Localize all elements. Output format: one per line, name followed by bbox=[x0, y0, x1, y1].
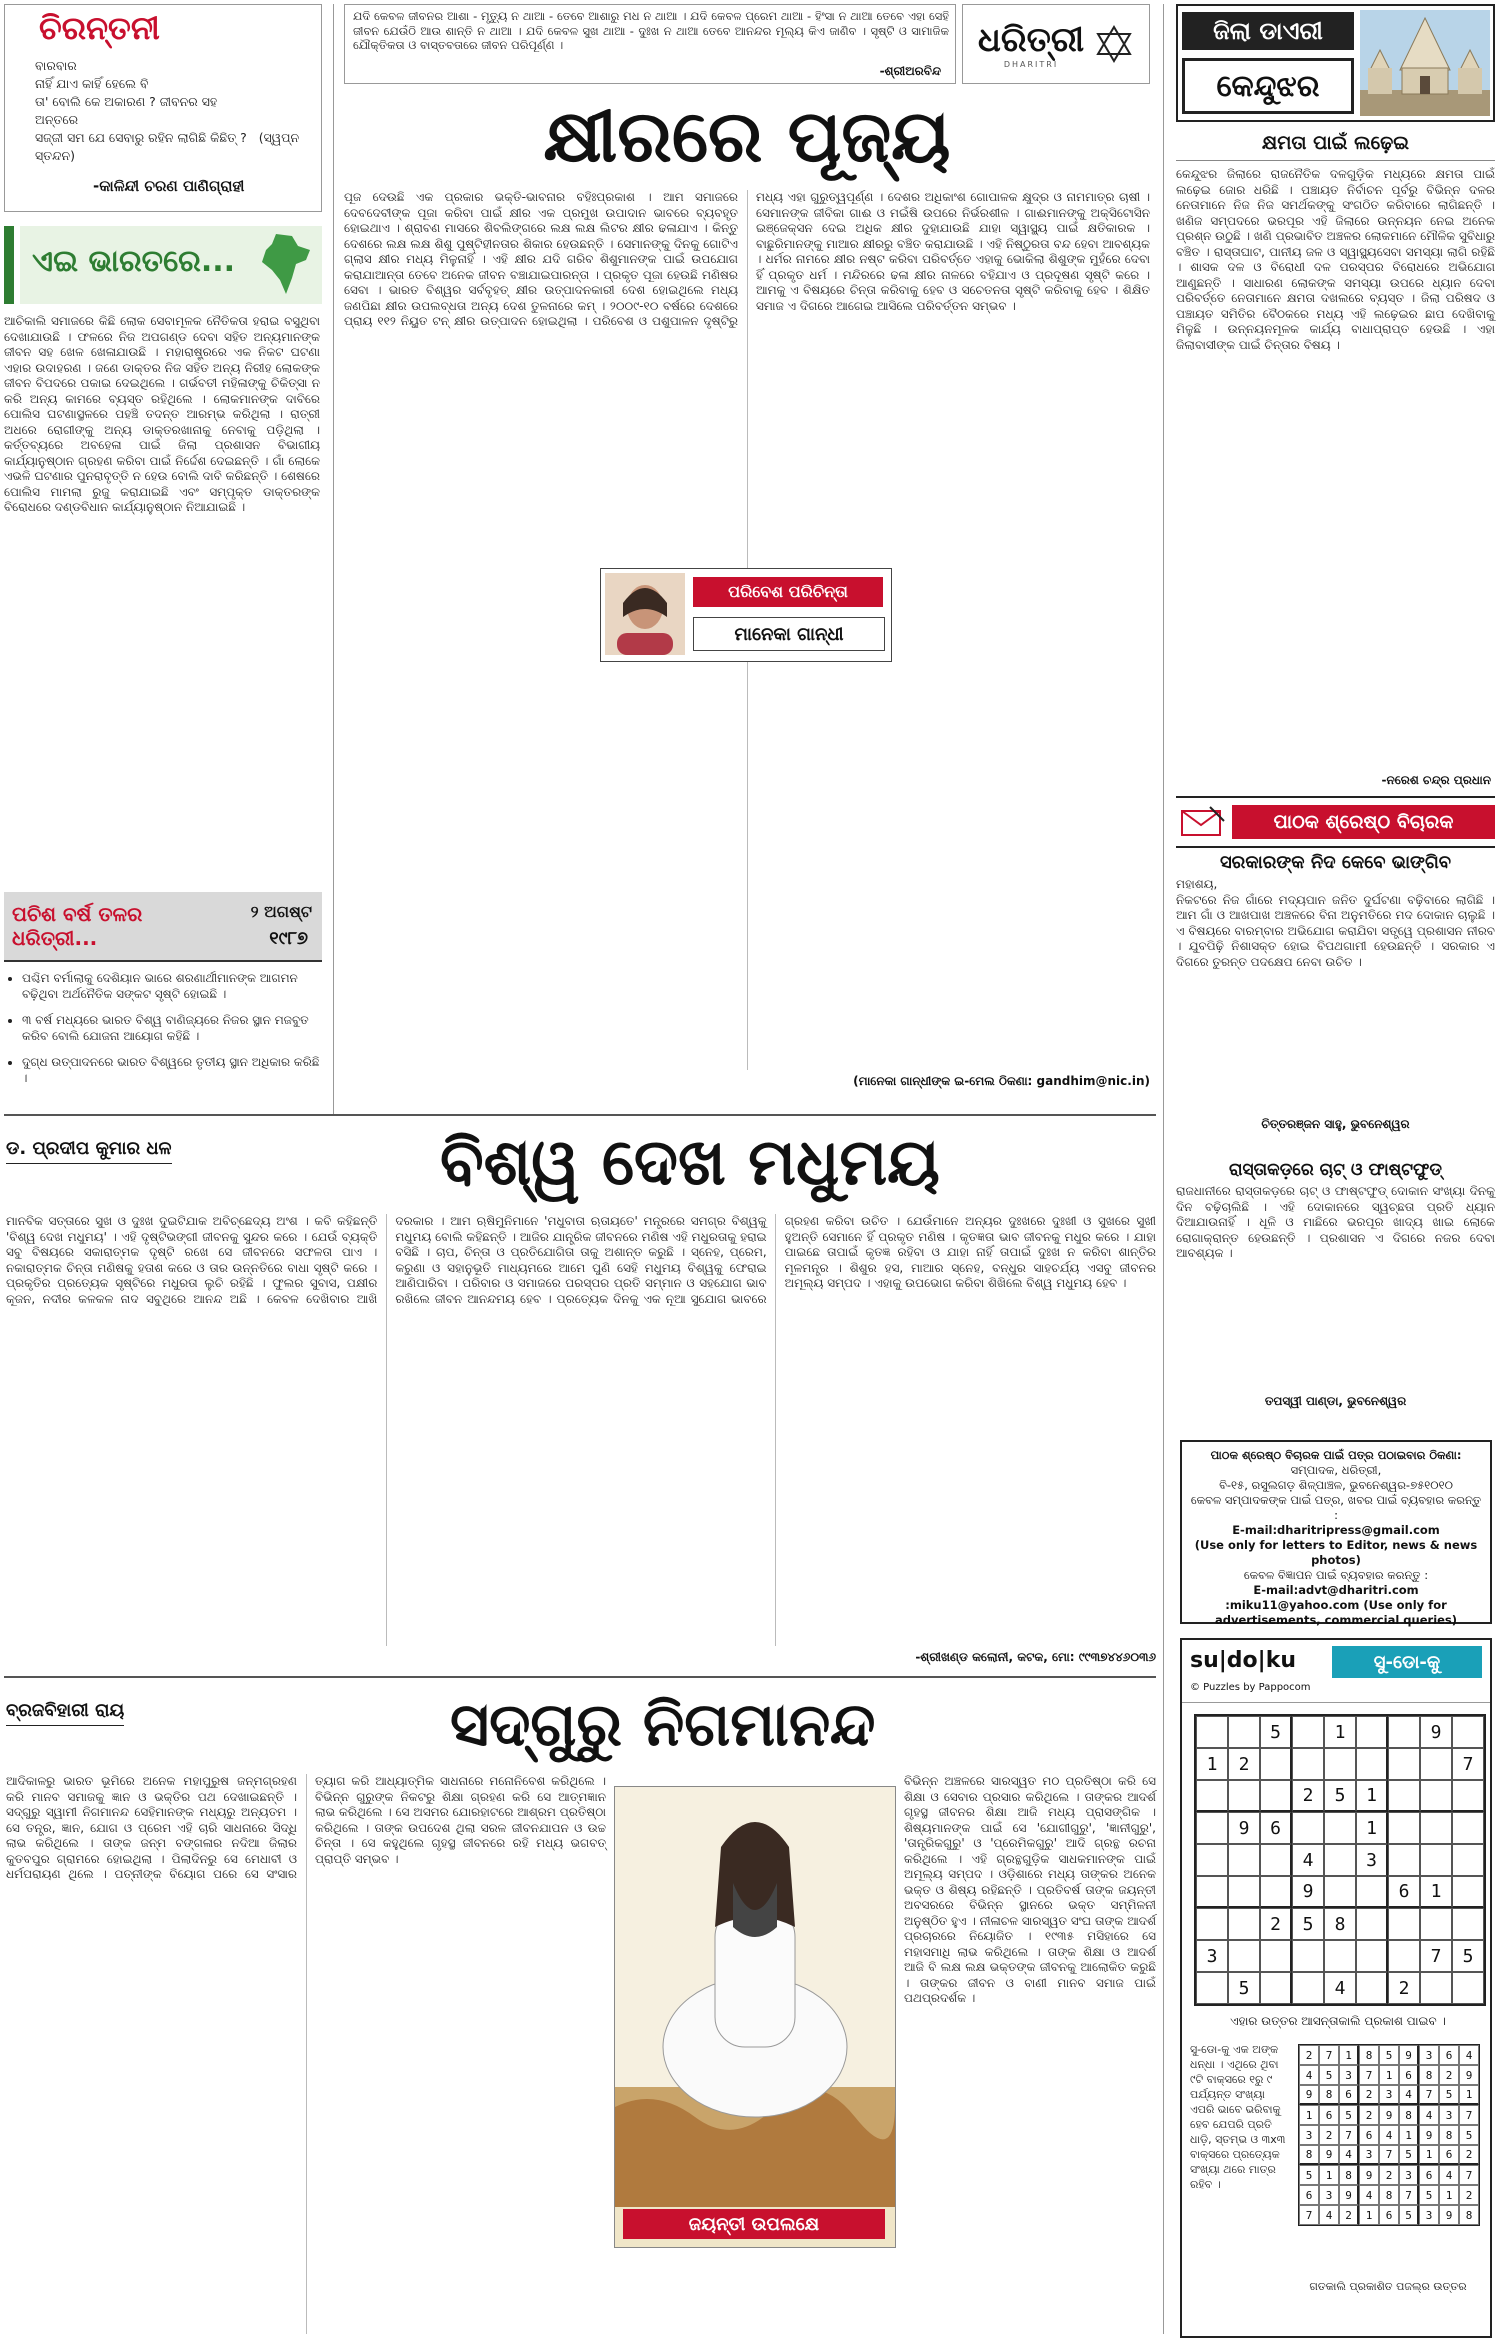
list-item: • ୩ ବର୍ଷ ମଧ୍ୟରେ ଭାରତ ବିଶ୍ୱ ବାଣିଜ୍ୟରେ ନିଜର ସ୍ଥାନ ମଜବୁତ କରିବ ବୋଲି ଯୋଜନା ଆୟୋଗ କହିଛି । bbox=[22, 1012, 322, 1044]
sudoku-cell: 9 bbox=[1419, 2125, 1439, 2145]
sudoku-cell[interactable] bbox=[1196, 1908, 1228, 1940]
sudoku-cell[interactable] bbox=[1452, 1716, 1484, 1748]
sudoku-cell[interactable]: 3 bbox=[1356, 1844, 1388, 1876]
sudoku-cell[interactable] bbox=[1324, 1844, 1356, 1876]
sudoku-cell: 4 bbox=[1439, 2165, 1459, 2185]
india-map-icon bbox=[258, 232, 314, 296]
sudoku-cell: 6 bbox=[1339, 2085, 1359, 2105]
rasta-title: ରାସ୍ତାକଡ଼ରେ ଚାଟ୍ ଓ ଫାଷ୍ଟଫୁଡ୍ bbox=[1229, 1160, 1442, 1180]
bishwa-headline: ବିଶ୍ୱ ଦେଖ ମଧୁମୟ bbox=[440, 1126, 940, 1200]
sudoku-cell[interactable] bbox=[1292, 1972, 1324, 2004]
letter-envelope-icon bbox=[1180, 805, 1226, 839]
sudoku-cell: 3 bbox=[1319, 2185, 1339, 2205]
paribesh-badge bbox=[600, 568, 892, 662]
temple-image bbox=[1360, 10, 1490, 116]
sudoku-cell: 9 bbox=[1339, 2185, 1359, 2205]
sudoku-cell[interactable] bbox=[1324, 1812, 1356, 1844]
sudoku-cell: 1 bbox=[1339, 2045, 1359, 2065]
sudoku-header bbox=[1182, 1640, 1490, 1703]
sudoku-cell[interactable] bbox=[1228, 1908, 1260, 1940]
sudoku-cell: 6 bbox=[1319, 2105, 1339, 2125]
sudoku-cell: 5 bbox=[1459, 2125, 1479, 2145]
list-item: • ପଶ୍ଚିମ ବର୍ମାଲାକୁ ଦେଶିୟାନ ଭାରେ ଶରଣାର୍ଥୀମାନଙ୍କ ଆଗମନ ବଢ଼ିଥିବା ଅର୍ଥନୈତିକ ସଙ୍କଟ ସୃଷ୍ଟି ହୋଇଛି । bbox=[22, 970, 322, 1002]
sudoku-cell: 9 bbox=[1319, 2145, 1339, 2165]
sudoku-cell[interactable]: 2 bbox=[1292, 1780, 1324, 1812]
sudoku-answer-note: ଏହାର ଉତ୍ତର ଆସନ୍ତାକାଲି ପ୍ରକାଶ ପାଇବ । bbox=[1230, 2014, 1446, 2028]
sudoku-cell[interactable]: 7 bbox=[1452, 1748, 1484, 1780]
sudoku-cell[interactable]: 1 bbox=[1356, 1812, 1388, 1844]
sudoku-cell: 6 bbox=[1439, 2045, 1459, 2065]
sudoku-cell[interactable] bbox=[1388, 1844, 1420, 1876]
sudoku-cell[interactable] bbox=[1356, 1748, 1388, 1780]
sarakar-body: ମହାଶୟ, ନିକଟରେ ନିଜ ଗାଁରେ ମଦ୍ୟପାନ ଜନିତ ଦୁର୍ଘଟଣା ବଢ଼ିବାରେ ଲାଗିଛି । ଆମ ଗାଁ ଓ ଆଖପାଖ ଅଞ୍ଚଳରେ ବିନା ଅନୁମତିରେ ମଦ ଦୋକାନ ଚାଲୁଛି । ଏ ବିଷୟରେ ବାରମ୍ବାର ଅଭିଯୋଗ କରାଯିବା ସତ୍ତ୍ୱେ ପ୍ରଶାସନ ନୀରବ । ଯୁବପିଢ଼ି ନିଶାସକ୍ତ ହୋଇ ବିପଥଗାମୀ ହେଉଛନ୍ତି । ସରକାର ଏ ଦିଗରେ ତୁରନ୍ତ ପଦକ୍ଷେପ ନେବା ଉଚିତ । bbox=[1176, 877, 1495, 969]
sudoku-cell: 6 bbox=[1299, 2185, 1319, 2205]
ei-bharatare-banner bbox=[4, 226, 322, 304]
sarakar-byline: ଚିତ୍ତରଞ୍ଜନ ସାହୁ, ଭୁବନେଶ୍ୱର bbox=[1261, 1117, 1410, 1131]
sudoku-cell: 8 bbox=[1419, 2065, 1439, 2085]
sudoku-cell[interactable]: 4 bbox=[1292, 1844, 1324, 1876]
sudoku-cell: 1 bbox=[1439, 2185, 1459, 2205]
sudoku-cell[interactable] bbox=[1196, 1716, 1228, 1748]
sudoku-cell[interactable] bbox=[1356, 1940, 1388, 1972]
sudoku-cell[interactable]: 1 bbox=[1324, 1716, 1356, 1748]
sudoku-cell: 8 bbox=[1459, 2205, 1479, 2225]
quote-box bbox=[344, 4, 956, 84]
sudoku-cell[interactable] bbox=[1292, 1940, 1324, 1972]
sudoku-cell[interactable] bbox=[1228, 1780, 1260, 1812]
divider bbox=[4, 1114, 1156, 1116]
sudoku-cell: 7 bbox=[1339, 2125, 1359, 2145]
sudoku-cell[interactable]: 7 bbox=[1420, 1940, 1452, 1972]
sadguru-body-left: ଆଦିକାଳରୁ ଭାରତ ଭୂମିରେ ଅନେକ ମହାପୁରୁଷ ଜନ୍ମଗ୍ରହଣ କରି ମାନବ ସମାଜକୁ ଜ୍ଞାନ ଓ ଭକ୍ତିର ପଥ ଦେଖାଇଛନ୍ତି । ସଦ୍‌ଗୁରୁ ସ୍ୱାମୀ ନିଗମାନନ୍ଦ ସେହିମାନଙ୍କ ମଧ୍ୟରୁ ଅନ୍ୟତମ । ସେ ତନ୍ତ୍ର, ଜ୍ଞାନ, ଯୋଗ ଓ ପ୍ରେମ ଏହି ଚାରି ସାଧନାରେ ସିଦ୍ଧି ଲାଭ କରିଥିଲେ । ତାଙ୍କ ଜନ୍ମ ବଙ୍ଗଳାର ନଦିଆ ଜିଲାର କୁତବପୁର ଗ୍ରାମରେ ହୋଇଥିଲା । ପିଲାଦିନରୁ ସେ ମେଧାବୀ ଓ ଧର୍ମପରାୟଣ ଥିଲେ । ପତ୍ନୀଙ୍କ ବିୟୋଗ ପରେ ସେ ସଂସାର ତ୍ୟାଗ କରି ଆଧ୍ୟାତ୍ମିକ ସାଧନାରେ ମନୋନିବେଶ କରିଥିଲେ । ବିଭିନ୍ନ ଗୁରୁଙ୍କ ନିକଟରୁ ଶିକ୍ଷା ଗ୍ରହଣ କରି ସେ ଆତ୍ମଜ୍ଞାନ ଲାଭ କରିଥିଲେ । ସେ ଅସମର ଯୋରହାଟରେ ଆଶ୍ରମ ପ୍ରତିଷ୍ଠା କରିଥିଲେ । ତାଙ୍କ ଉପଦେଶ ଥିଲା ସରଳ ଜୀବନଯାପନ ଓ ଉଚ୍ଚ ଚିନ୍ତା । ସେ କହୁଥିଲେ ଗୃହସ୍ଥ ଜୀବନରେ ରହି ମଧ୍ୟ ଭଗବତ୍ ପ୍ରାପ୍ତି ସମ୍ଭବ । bbox=[6, 1774, 610, 1881]
sudoku-cell[interactable] bbox=[1420, 1812, 1452, 1844]
sudoku-cell[interactable]: 9 bbox=[1228, 1812, 1260, 1844]
sudoku-cell: 8 bbox=[1299, 2145, 1319, 2165]
sarakar-letter bbox=[1176, 852, 1495, 1152]
contact-email2[interactable]: E-mail:advt@dharitri.com bbox=[1253, 1583, 1419, 1597]
sudoku-cell: 3 bbox=[1379, 2085, 1399, 2105]
sudoku-cell[interactable] bbox=[1228, 1940, 1260, 1972]
sudoku-cell[interactable] bbox=[1196, 1844, 1228, 1876]
sudoku-cell[interactable] bbox=[1324, 1876, 1356, 1908]
contact-email3[interactable]: :miku11@yahoo.com (Use only for advertisements, commercial queries) bbox=[1214, 1598, 1458, 1627]
sudoku-cell[interactable] bbox=[1388, 1716, 1420, 1748]
bishwa-footer: -ଶ୍ରୀଖଣ୍ଡ କଲୋନୀ, କଟକ, ମୋ: ୯୯୩୭୪୪୬୦୩୬ bbox=[915, 1650, 1156, 1664]
sudoku-cell[interactable] bbox=[1388, 1780, 1420, 1812]
sudoku-cell: 4 bbox=[1359, 2185, 1379, 2205]
sudoku-cell[interactable]: 5 bbox=[1324, 1780, 1356, 1812]
sudoku-credit: © Puzzles by Pappocom bbox=[1190, 1682, 1311, 1693]
sudoku-cell: 5 bbox=[1439, 2085, 1459, 2105]
sudoku-cell: 2 bbox=[1359, 2085, 1379, 2105]
author-photo bbox=[605, 573, 685, 655]
sudoku-cell: 6 bbox=[1379, 2205, 1399, 2225]
sadguru-body-right: ବିଭିନ୍ନ ଅଞ୍ଚଳରେ ସାରସ୍ୱତ ମଠ ପ୍ରତିଷ୍ଠା କରି ସେ ଶିକ୍ଷା ଓ ସେବାର ପ୍ରସାର କରିଥିଲେ । ତାଙ୍କର ଆଦର୍ଶ ଗୃହସ୍ଥ ଜୀବନର ଶିକ୍ଷା ଆଜି ମଧ୍ୟ ପ୍ରାସଙ୍ଗିକ । ଶିଷ୍ୟମାନଙ୍କ ପାଇଁ ସେ 'ଯୋଗୀଗୁରୁ', 'ଜ୍ଞାନୀଗୁରୁ', 'ତାନ୍ତ୍ରିକଗୁରୁ' ଓ 'ପ୍ରେମିକଗୁରୁ' ଆଦି ଗ୍ରନ୍ଥ ରଚନା କରିଥିଲେ । ଏହି ଗ୍ରନ୍ଥଗୁଡ଼ିକ ସାଧକମାନଙ୍କ ପାଇଁ ଅମୂଲ୍ୟ ସମ୍ପଦ । ଓଡ଼ିଶାରେ ମଧ୍ୟ ତାଙ୍କର ଅନେକ ଭକ୍ତ ଓ ଶିଷ୍ୟ ରହିଛନ୍ତି । ପ୍ରତିବର୍ଷ ତାଙ୍କ ଜୟନ୍ତୀ ଅବସରରେ ବିଭିନ୍ନ ସ୍ଥାନରେ ଭକ୍ତ ସମ୍ମିଳନୀ ଅନୁଷ୍ଠିତ ହୁଏ । ନୀଳାଚଳ ସାରସ୍ୱତ ସଂଘ ତାଙ୍କ ଆଦର୍ଶ ପ୍ରଚାରରେ ନିୟୋଜିତ । ୧୯୩୫ ମସିହାରେ ସେ ମହାସମାଧି ଲାଭ କରିଥିଲେ । ତାଙ୍କ ଶିକ୍ଷା ଓ ଆଦର୍ଶ ଆଜି ବି ଲକ୍ଷ ଲକ୍ଷ ଭକ୍ତଙ୍କ ଜୀବନକୁ ଆଲୋକିତ କରୁଛି । ତାଙ୍କର ଜୀବନ ଓ ବାଣୀ ମାନବ ସମାଜ ପାଇଁ ପଥପ୍ରଦର୍ଶକ । bbox=[904, 1774, 1160, 2005]
paribesh-label: ପରିବେଶ ପରିଚିନ୍ତା bbox=[693, 577, 883, 607]
bishwa-author: ଡ. ପ୍ରଦୀପ କୁମାର ଧଳ bbox=[6, 1138, 172, 1164]
sudoku-cell: 2 bbox=[1459, 2185, 1479, 2205]
contact-note1: (Use only for letters to Editor, news & news photos) bbox=[1194, 1538, 1478, 1567]
sudoku-cell: 7 bbox=[1299, 2205, 1319, 2225]
sudoku-cell[interactable] bbox=[1388, 1940, 1420, 1972]
sudoku-cell[interactable]: 1 bbox=[1196, 1748, 1228, 1780]
sudoku-cell: 6 bbox=[1399, 2065, 1419, 2085]
kshamata-article bbox=[1176, 128, 1499, 788]
sudoku-cell: 9 bbox=[1399, 2045, 1419, 2065]
contact-title: ପାଠକ ଶ୍ରେଷ୍ଠ ବିଚାରକ ପାଇଁ ପତ୍ର ପଠାଇବାର ଠିକଣା: bbox=[1210, 1448, 1462, 1462]
sudoku-cell: 2 bbox=[1439, 2065, 1459, 2085]
rasta-letter bbox=[1176, 1160, 1499, 1420]
sudoku-cell[interactable] bbox=[1452, 1812, 1484, 1844]
sudoku-cell: 3 bbox=[1419, 2205, 1439, 2225]
district-label: ଜିଲା ଡାଏରୀ bbox=[1182, 12, 1354, 50]
sudoku-cell[interactable] bbox=[1292, 1716, 1324, 1748]
sudoku-cell: 4 bbox=[1419, 2105, 1439, 2125]
sudoku-cell[interactable]: 2 bbox=[1228, 1748, 1260, 1780]
sudoku-cell[interactable]: 5 bbox=[1292, 1908, 1324, 1940]
bishwa-body: ମାନବିକ ସତ୍ତାରେ ସୁଖ ଓ ଦୁଃଖ ଦୁଇଟିଯାକ ଅବିଚ୍ଛେଦ୍ୟ ଅଂଶ । କବି କହିଛନ୍ତି 'ବିଶ୍ୱ ଦେଖ ମଧୁମୟ' । ଏହି ଦୃଷ୍ଟିଭଙ୍ଗୀ ଜୀବନକୁ ସୁନ୍ଦର କରେ । ଯେଉଁ ବ୍ୟକ୍ତି ସବୁ ବିଷୟରେ ସକାରାତ୍ମକ ଦୃଷ୍ଟି ରଖେ ସେ ଜୀବନରେ ସଫଳତା ପାଏ । ନକାରାତ୍ମକ ଚିନ୍ତା ମଣିଷକୁ ହତାଶ କରେ ଓ ତାର ଉନ୍ନତିରେ ବାଧା ସୃଷ୍ଟି କରେ । ପ୍ରକୃତିର ପ୍ରତ୍ୟେକ ସୃଷ୍ଟିରେ ମଧୁରତା ଲୁଚି ରହିଛି । ଫୁଲର ସୁବାସ, ପକ୍ଷୀର କୂଜନ, ନଦୀର କଳକଳ ନାଦ ସବୁଥିରେ ଆନନ୍ଦ ଅଛି । କେବଳ ଦେଖିବାର ଆଖି ଦରକାର । ଆମ ଋଷିମୁନିମାନେ 'ମଧୁବାତା ଋତାୟତେ' ମନ୍ତ୍ରରେ ସମଗ୍ର ବିଶ୍ୱକୁ ମଧୁମୟ ବୋଲି କହିଛନ୍ତି । ଆଜିର ଯାନ୍ତ୍ରିକ ଜୀବନରେ ମଣିଷ ଏହି ମଧୁରତାକୁ ହରାଇ ବସିଛି । ଚାପ, ଚିନ୍ତା ଓ ପ୍ରତିଯୋଗିତା ତାକୁ ଅଶାନ୍ତ କରୁଛି । ସ୍ନେହ, ପ୍ରେମ, କରୁଣା ଓ ସହାନୁଭୂତି ମାଧ୍ୟମରେ ଆମେ ପୁଣି ସେହି ମଧୁମୟ ବିଶ୍ୱକୁ ଫେରାଇ ଆଣିପାରିବା । ପରିବାର ଓ ସମାଜରେ ପରସ୍ପର ପ୍ରତି ସମ୍ମାନ ଓ ସହଯୋଗ ଭାବ ରଖିଲେ ଜୀବନ ଆନନ୍ଦମୟ ହେବ । ପ୍ରତ୍ୟେକ ଦିନକୁ ଏକ ନୂଆ ସୁଯୋଗ ଭାବରେ ଗ୍ରହଣ କରିବା ଉଚିତ । ଯେଉଁମାନେ ଅନ୍ୟର ଦୁଃଖରେ ଦୁଃଖୀ ଓ ସୁଖରେ ସୁଖୀ ହୁଅନ୍ତି ସେମାନେ ହିଁ ପ୍ରକୃତ ମଣିଷ । କୃତଜ୍ଞତା ଭାବ ଜୀବନକୁ ମଧୁର କରେ । ଯାହା ପାଇଛେ ତାପାଇଁ କୃତଜ୍ଞ ରହିବା ଓ ଯାହା ନାହିଁ ତାପାଇଁ ଦୁଃଖ ନ କରିବା ଶାନ୍ତିର ମୂଳମନ୍ତ୍ର । ଶିଶୁର ହସ, ମାଆର ସ୍ନେହ, ବନ୍ଧୁର ସାହଚର୍ଯ୍ୟ ଏସବୁ ଜୀବନର ଅମୂଲ୍ୟ ସମ୍ପଦ । ଏହାକୁ ଉପଭୋଗ କରିବା ଶିଖିଲେ ବିଶ୍ୱ ମଧୁମୟ ହେବ । bbox=[6, 1214, 1160, 1306]
sudoku-cell: 3 bbox=[1439, 2105, 1459, 2125]
sudoku-cell: 8 bbox=[1439, 2125, 1459, 2145]
sudoku-cell[interactable]: 1 bbox=[1356, 1780, 1388, 1812]
sudoku-cell[interactable] bbox=[1420, 1908, 1452, 1940]
sudoku-cell: 5 bbox=[1339, 2105, 1359, 2125]
pathaka-label: ପାଠକ ଶ୍ରେଷ୍ଠ ବିଚାରକ bbox=[1232, 805, 1495, 839]
sudoku-cell: 5 bbox=[1379, 2045, 1399, 2065]
chirantani-box bbox=[4, 4, 322, 212]
sudoku-cell: 3 bbox=[1419, 2045, 1439, 2065]
sudoku-cell[interactable] bbox=[1324, 1940, 1356, 1972]
sudoku-cell: 6 bbox=[1419, 2165, 1439, 2185]
kshirare-body: ପୂଜ ଦେଉଛି ଏକ ପ୍ରକାର ଭକ୍ତି-ଭାବନାର ବହିଃପ୍ରକାଶ । ଆମ ସମାଜରେ ଦେବଦେବୀଙ୍କ ପୂଜା କରିବା ପାଇଁ କ୍ଷୀର ଏକ ପ୍ରମୁଖ ଉପାଦାନ ଭାବରେ ବ୍ୟବହୃତ ହୋଇଥାଏ । ଶ୍ରାବଣ ମାସରେ ଶିବଲିଙ୍ଗରେ ଲକ୍ଷ ଲକ୍ଷ ଲିଟର କ୍ଷୀର ଢଳାଯାଏ । କିନ୍ତୁ ଦେଶରେ ଲକ୍ଷ ଲକ୍ଷ ଶିଶୁ ପୁଷ୍ଟିହୀନତାର ଶିକାର ହେଉଛନ୍ତି । ସେମାନଙ୍କୁ ଦିନକୁ ଗୋଟିଏ ଗ୍ଲାସ କ୍ଷୀର ମଧ୍ୟ ମିଳୁନାହିଁ । ଏହି କ୍ଷୀର ଯଦି ଗରିବ ଶିଶୁମାନଙ୍କ ପାଇଁ ଉପଯୋଗ କରାଯାଆନ୍ତା ତେବେ ଅନେକ ଜୀବନ ବଞ୍ଚାଯାଇପାରନ୍ତା । ପ୍ରକୃତ ପୂଜା ହେଉଛି ମଣିଷର ସେବା । ଭାରତ ବିଶ୍ୱର ସର୍ବବୃହତ୍ କ୍ଷୀର ଉତ୍ପାଦନକାରୀ ଦେଶ ହୋଇଥିଲେ ମଧ୍ୟ ଜଣପିଛା କ୍ଷୀର ଉପଲବ୍ଧତା ଅନ୍ୟ ଦେଶ ତୁଳନାରେ କମ୍ । ୨୦୦୯-୧୦ ବର୍ଷରେ ଦେଶରେ ପ୍ରାୟ ୧୧୨ ନିୟୁତ ଟନ୍ କ୍ଷୀର ଉତ୍ପାଦନ ହୋଇଥିଲା । ପରିବେଶ ଓ ପଶୁପାଳନ ଦୃଷ୍ଟିରୁ ମଧ୍ୟ ଏହା ଗୁରୁତ୍ୱପୂର୍ଣ୍ଣ । ଦେଶର ଅଧିକାଂଶ ଗୋପାଳକ କ୍ଷୁଦ୍ର ଓ ନାମମାତ୍ର ଚାଷୀ । ସେମାନଙ୍କ ଜୀବିକା ଗାଈ ଓ ମଇଁଷି ଉପରେ ନିର୍ଭରଶୀଳ । ଗାଈମାନଙ୍କୁ ଅକ୍ସିଟୋସିନ ଇଞ୍ଜେକ୍ସନ ଦେଇ ଅଧିକ କ୍ଷୀର ଦୁହାଯାଉଛି ଯାହା ସ୍ୱାସ୍ଥ୍ୟ ପାଇଁ କ୍ଷତିକାରକ । ବାଛୁରିମାନଙ୍କୁ ମାଆର କ୍ଷୀରରୁ ବଞ୍ଚିତ କରାଯାଉଛି । ଏହି ନିଷ୍ଠୁରତା ବନ୍ଦ ହେବା ଆବଶ୍ୟକ । ଧର୍ମର ନାମରେ କ୍ଷୀର ନଷ୍ଟ କରିବା ପରିବର୍ତ୍ତେ ଏହାକୁ ଭୋକିଲା ଶିଶୁଙ୍କ ମୁହଁରେ ଦେବା ହିଁ ପ୍ରକୃତ ଧର୍ମ । ମନ୍ଦିରରେ ଢଳା କ୍ଷୀର ନାଳରେ ବହିଯାଏ ଓ ପ୍ରଦୂଷଣ ସୃଷ୍ଟି କରେ । ଆମକୁ ଏ ବିଷୟରେ ଚିନ୍ତା କରିବାକୁ ହେବ ଓ ସଚେତନତା ସୃଷ୍ଟି କରିବାକୁ ହେବ । ଶିକ୍ଷିତ ସମାଜ ଏ ଦିଗରେ ଆଗେଇ ଆସିଲେ ପରିବର୍ତ୍ତନ ସମ୍ଭବ । bbox=[344, 190, 1154, 328]
sudoku-cell: 7 bbox=[1459, 2105, 1479, 2125]
sudoku-cell: 1 bbox=[1359, 2205, 1379, 2225]
sudoku-rules: ସୁ-ଡୋ-କୁ ଏକ ଅଙ୍କ ଧନ୍ଧା । ଏଥିରେ ଥିବା ୯ଟି ବାକ୍ସରେ ୧ରୁ ୯ ପର୍ଯ୍ୟନ୍ତ ସଂଖ୍ୟା ଏପରି ଭାବେ ଭରିବାକୁ ହେବ ଯେପରି ପ୍ରତି ଧାଡ଼ି, ସ୍ତମ୍ଭ ଓ ୩x୩ ବାକ୍ସରେ ପ୍ରତ୍ୟେକ ସଂଖ୍ୟା ଥରେ ମାତ୍ର ରହିବ । bbox=[1190, 2043, 1289, 2191]
sudoku-prev-solution bbox=[1298, 2044, 1480, 2226]
sudoku-cell: 4 bbox=[1319, 2205, 1339, 2225]
contact-box bbox=[1180, 1440, 1492, 1627]
sudoku-cell: 7 bbox=[1419, 2085, 1439, 2105]
sudoku-cell[interactable] bbox=[1452, 1972, 1484, 2004]
sudoku-cell[interactable] bbox=[1420, 1844, 1452, 1876]
sudoku-cell[interactable] bbox=[1196, 1972, 1228, 2004]
sudoku-cell[interactable]: 3 bbox=[1196, 1940, 1228, 1972]
kshamata-body: କେନ୍ଦୁଝର ଜିଲାରେ ରାଜନୈତିକ ଦଳଗୁଡ଼ିକ ମଧ୍ୟରେ କ୍ଷମତା ପାଇଁ ଲଢ଼େଇ ଜୋର ଧରିଛି । ପଞ୍ଚାୟତ ନିର୍ବାଚନ ପୂର୍ବରୁ ବିଭିନ୍ନ ଦଳର ନେତାମାନେ ନିଜ ନିଜ ସମର୍ଥକଙ୍କୁ ସଂଗଠିତ କରିବାରେ ଲାଗିଛନ୍ତି । ଖଣିଜ ସମ୍ପଦରେ ଭରପୂର ଏହି ଜିଲାରେ ଉନ୍ନୟନ ନେଇ ଅନେକ ପ୍ରଶ୍ନ ଉଠୁଛି । ଖଣି ପ୍ରଭାବିତ ଅଞ୍ଚଳର ଲୋକମାନେ ମୌଳିକ ସୁବିଧାରୁ ବଞ୍ଚିତ । ରାସ୍ତାଘାଟ, ପାନୀୟ ଜଳ ଓ ସ୍ୱାସ୍ଥ୍ୟସେବା ସମସ୍ୟା ଲାଗି ରହିଛି । ଶାସକ ଦଳ ଓ ବିରୋଧୀ ଦଳ ପରସ୍ପର ବିରୋଧରେ ଅଭିଯୋଗ ଆଣୁଛନ୍ତି । ସାଧାରଣ ଲୋକଙ୍କ ସମସ୍ୟା ଉପରେ ଧ୍ୟାନ ଦେବା ପରିବର୍ତ୍ତେ ନେତାମାନେ କ୍ଷମତା ଦଖଲରେ ବ୍ୟସ୍ତ । ଜିଲା ପରିଷଦ ଓ ପଞ୍ଚାୟତ ସମିତିର ବୈଠକରେ ମଧ୍ୟ ଏହି ଲଢ଼େଇର ଛାପ ଦେଖିବାକୁ ମିଳୁଛି । ଉନ୍ନୟନମୂଳକ କାର୍ଯ୍ୟ ବାଧାପ୍ରାପ୍ତ ହେଉଛି । ଏହା ଜିଲାବାସୀଙ୍କ ପାଇଁ ଚିନ୍ତାର ବିଷୟ । bbox=[1176, 167, 1499, 352]
sudoku-cell[interactable]: 9 bbox=[1292, 1876, 1324, 1908]
sudoku-cell: 7 bbox=[1399, 2185, 1419, 2205]
sudoku-cell[interactable] bbox=[1260, 1780, 1292, 1812]
sudoku-cell: 9 bbox=[1459, 2065, 1479, 2085]
sudoku-cell: 1 bbox=[1319, 2165, 1339, 2185]
sudoku-cell[interactable] bbox=[1388, 1908, 1420, 1940]
sudoku-cell: 1 bbox=[1379, 2065, 1399, 2085]
sudoku-cell[interactable] bbox=[1196, 1876, 1228, 1908]
sudoku-cell[interactable] bbox=[1356, 1972, 1388, 2004]
sudoku-cell: 1 bbox=[1399, 2125, 1419, 2145]
sudoku-cell: 1 bbox=[1459, 2085, 1479, 2105]
sudoku-cell: 1 bbox=[1419, 2145, 1439, 2165]
sarakar-title: ସରକାରଙ୍କ ନିଦ କେବେ ଭାଙ୍ଗିବ bbox=[1219, 852, 1452, 873]
sudoku-cell: 2 bbox=[1319, 2125, 1339, 2145]
sudoku-cell: 5 bbox=[1399, 2205, 1419, 2225]
sudoku-cell: 5 bbox=[1299, 2165, 1319, 2185]
sudoku-cell[interactable] bbox=[1452, 1844, 1484, 1876]
sudoku-cell: 8 bbox=[1399, 2105, 1419, 2125]
sudoku-cell[interactable] bbox=[1324, 1748, 1356, 1780]
sudoku-cell: 2 bbox=[1299, 2045, 1319, 2065]
sudoku-cell[interactable] bbox=[1356, 1908, 1388, 1940]
masthead-name: ଧରିତ୍ରୀ bbox=[977, 19, 1085, 60]
sudoku-cell: 3 bbox=[1299, 2125, 1319, 2145]
sadguru-author: ବ୍ରଜବିହାରୀ ରାୟ bbox=[6, 1700, 124, 1726]
sudoku-cell[interactable] bbox=[1420, 1972, 1452, 2004]
contact-line3: କେବଳ ସମ୍ପାଦକଙ୍କ ପାଇଁ ପତ୍ର, ଖବର ପାଇଁ ବ୍ୟବହାର କରନ୍ତୁ : bbox=[1190, 1493, 1482, 1522]
sudoku-grid bbox=[1194, 1714, 1486, 2006]
sudoku-cell[interactable] bbox=[1420, 1748, 1452, 1780]
sudoku-cell: 8 bbox=[1359, 2045, 1379, 2065]
masthead-sub: DHARITRI bbox=[1003, 59, 1059, 69]
sudoku-cell[interactable]: 8 bbox=[1324, 1908, 1356, 1940]
sudoku-cell: 4 bbox=[1399, 2085, 1419, 2105]
divider bbox=[333, 4, 334, 1114]
sudoku-box bbox=[1180, 1638, 1492, 2338]
sudoku-cell: 8 bbox=[1319, 2085, 1339, 2105]
sudoku-cell[interactable] bbox=[1292, 1748, 1324, 1780]
sadguru-portrait bbox=[615, 1787, 895, 2207]
sudoku-cell[interactable]: 6 bbox=[1260, 1812, 1292, 1844]
kshirare-byline: (ମାନେକା ଗାନ୍ଧୀଙ୍କ ଇ-ମେଲ ଠିକଣା: gandhim@nic.in) bbox=[853, 1074, 1150, 1088]
sudoku-cell[interactable] bbox=[1260, 1876, 1292, 1908]
sudoku-cell[interactable]: 2 bbox=[1260, 1908, 1292, 1940]
chirantani-poem: ବାରବାର ନାହିଁ ଯାଏ କାହିଁ ହେଲେ ବି ତା' ବୋଲି କେ ଅକାରଣ ? ଜୀବନର ସହ ଅନ୍ତରେ ସଜ୍ଜୀ ସମ ଯେ ସେବାରୁ ରହିନ ଲାଗିଛି କିଛିତ୍ ? (ସ୍ୱପ୍ନ ସ୍ତନ୍ଦନ) bbox=[35, 58, 300, 163]
sudoku-cell: 5 bbox=[1419, 2185, 1439, 2205]
sudoku-cell: 9 bbox=[1439, 2205, 1459, 2225]
quote-text: ଯଦି କେବଳ ଜୀବନର ଆଶା - ମୃତ୍ୟୁ ନ ଥାଆ - ତେବେ ଆଶାରୁ ମଧ ନ ଥାଆ । ଯଦି କେବଳ ପ୍ରେମ ଥାଆ - ହିଂସା ନ ଥାଆ ତେବେ ଏହା ସେହି ଜୀବନ ଯେଉଁଠି ଆଉ ଶାନ୍ତି ନ ଥାଆ । ଯଦି କେବଳ ସୁଖ ଥାଆ - ଦୁଃଖ ନ ଥାଆ ତେବେ ଆନନ୍ଦର ମୂଲ୍ୟ କିଏ ଜାଣିବ । ସୃଷ୍ଟି ଓ ସାମାଜିକ ଯୌକ୍ତିକତା ଓ ବାସ୍ତବତାରେ ଜୀବନ ପରିପୂର୍ଣ୍ଣ । bbox=[353, 9, 953, 52]
sudoku-cell[interactable] bbox=[1356, 1716, 1388, 1748]
sudoku-cell[interactable]: 9 bbox=[1420, 1716, 1452, 1748]
list-item: • ଦୁଗ୍ଧ ଉତ୍ପାଦନରେ ଭାରତ ବିଶ୍ୱରେ ତୃତୀୟ ସ୍ଥାନ ଅଧିକାର କରିଛି । bbox=[22, 1054, 322, 1086]
sudoku-cell: 9 bbox=[1359, 2165, 1379, 2185]
sudoku-cell: 2 bbox=[1339, 2205, 1359, 2225]
sudoku-cell: 7 bbox=[1319, 2045, 1339, 2065]
sudoku-cell[interactable]: 4 bbox=[1324, 1972, 1356, 2004]
sudoku-cell[interactable] bbox=[1420, 1780, 1452, 1812]
district-name: କେନ୍ଦୁଝର bbox=[1182, 58, 1354, 114]
sudoku-cell: 9 bbox=[1379, 2105, 1399, 2125]
sudoku-cell[interactable]: 5 bbox=[1260, 1716, 1292, 1748]
sudoku-cell: 2 bbox=[1379, 2165, 1399, 2185]
sudoku-cell[interactable] bbox=[1260, 1748, 1292, 1780]
sudoku-cell[interactable] bbox=[1260, 1844, 1292, 1876]
pachisha-title: ପଚିଶ ବର୍ଷ ତଳର ଧରିତ୍ରୀ... bbox=[12, 902, 143, 950]
sudoku-title-or: ସୁ-ଡୋ-କୁ bbox=[1332, 1646, 1482, 1678]
sudoku-cell[interactable] bbox=[1260, 1940, 1292, 1972]
sudoku-cell[interactable] bbox=[1388, 1748, 1420, 1780]
sudoku-cell[interactable] bbox=[1260, 1972, 1292, 2004]
chirantani-author: -କାଳିନ୍ଦୀ ଚରଣ ପାଣିଗ୍ରାହୀ bbox=[93, 177, 245, 195]
contact-line2: ବି-୧୫, ରସୁଲଗଡ଼ ଶିଳ୍ପାଞ୍ଚଳ, ଭୁବନେଶ୍ୱର-୭୫୧୦୧୦ bbox=[1219, 1478, 1453, 1492]
sudoku-cell: 4 bbox=[1339, 2145, 1359, 2165]
pathaka-banner bbox=[1176, 796, 1495, 848]
sudoku-cell[interactable]: 5 bbox=[1228, 1972, 1260, 2004]
sudoku-cell[interactable] bbox=[1196, 1812, 1228, 1844]
rasta-body: ରାଜଧାନୀରେ ରାସ୍ତାକଡ଼ରେ ଚାଟ୍ ଓ ଫାଷ୍ଟଫୁଡ୍ ଦୋକାନ ସଂଖ୍ୟା ଦିନକୁ ଦିନ ବଢ଼ିଚାଲିଛି । ଏହି ଦୋକାନରେ ସ୍ୱଚ୍ଛତା ପ୍ରତି ଧ୍ୟାନ ଦିଆଯାଉନାହିଁ । ଧୂଳି ଓ ମାଛିରେ ଭରପୂର ଖାଦ୍ୟ ଖାଇ ଲୋକେ ରୋଗାକ୍ରାନ୍ତ ହେଉଛନ୍ତି । ପ୍ରଶାସନ ଏ ଦିଗରେ ନଜର ଦେବା ଆବଶ୍ୟକ । bbox=[1176, 1184, 1499, 1260]
sadguru-photo bbox=[614, 1786, 896, 2248]
sudoku-cell: 6 bbox=[1359, 2125, 1379, 2145]
contact-email1[interactable]: E-mail:dharitripress@gmail.com bbox=[1232, 1523, 1440, 1537]
sudoku-cell: 6 bbox=[1439, 2145, 1459, 2165]
sudoku-cell: 9 bbox=[1299, 2085, 1319, 2105]
sudoku-cell: 4 bbox=[1379, 2125, 1399, 2145]
sudoku-cell: 3 bbox=[1339, 2065, 1359, 2085]
sudoku-cell: 7 bbox=[1459, 2165, 1479, 2185]
sudoku-cell: 2 bbox=[1459, 2145, 1479, 2165]
quote-author: -ଶ୍ରୀଅରବିନ୍ଦ bbox=[879, 64, 941, 78]
pachisha-date: ୨ ଅଗଷ୍ଟ bbox=[250, 902, 312, 921]
sadguru-headline: ସଦ୍‌ଗୁରୁ ନିଗମାନନ୍ଦ bbox=[450, 1690, 876, 1760]
sudoku-cell[interactable] bbox=[1228, 1876, 1260, 1908]
kshamata-title: କ୍ଷମତା ପାଇଁ ଲଢ଼େଇ bbox=[1176, 128, 1495, 161]
sudoku-cell[interactable]: 1 bbox=[1420, 1876, 1452, 1908]
ei-bharatare-body: ଆଚିକାଲି ସମାଜରେ କିଛି ଲୋକ ସେବାମୂଳକ ନୈତିକତା ହରାଇ ବସୁଥିବା ଦେଖାଯାଉଛି । ଫଳରେ ନିଜ ଅପଗଣ୍ଡ ଦେବା ସହିତ ଅନ୍ୟମାନଙ୍କ ଜୀବନ ସହ ଖେଳ ଖେଳାଯାଉଛି । ମହାରାଷ୍ଟ୍ରରେ ଏକ ନିକଟ ଘଟଣା ଏହାର ଉଦାହରଣ । ଜଣେ ଡାକ୍ତର ନିଜ ସହିତ ଅନ୍ୟ ନିରୀହ ଲୋକଙ୍କ ଜୀବନ ବିପଦରେ ପକାଇ ଦେଇଥିଲେ । ଗର୍ଭବତୀ ମହିଳାଙ୍କୁ ଚିକିତ୍ସା ନ କରି ଅନ୍ୟ କାମରେ ବ୍ୟସ୍ତ ରହିଥିଲେ । ଲୋକମାନଙ୍କ ଦାବିରେ ପୋଲିସ ଘଟଣାସ୍ଥଳରେ ପହଞ୍ଚି ତଦନ୍ତ ଆରମ୍ଭ କରିଥିଲା । ରାତ୍ରୀ ଅଧରେ ରୋଗୀଙ୍କୁ ଅନ୍ୟ ଡାକ୍ତରଖାନାକୁ ନେବାକୁ ପଡ଼ିଥିଲା । କର୍ତ୍ତବ୍ୟରେ ଅବହେଳା ପାଇଁ ଜିଲା ପ୍ରଶାସନ ବିଭାଗୀୟ କାର୍ଯ୍ୟାନୁଷ୍ଠାନ ଗ୍ରହଣ କରିବା ପାଇଁ ନିର୍ଦ୍ଦେଶ ଦେଇଛନ୍ତି । ଗାଁ ଲୋକେ ଏଭଳି ଘଟଣାର ପୁନରାବୃତ୍ତି ନ ହେଉ ବୋଲି ଦାବି କରିଛନ୍ତି । ଶେଷରେ ପୋଲିସ ମାମଲା ରୁଜୁ କରାଯାଇଛି ଏବଂ ସମ୍ପୃକ୍ତ ଡାକ୍ତରଙ୍କ ବିରୋଧରେ ଦଣ୍ଡବିଧାନ କାର୍ଯ୍ୟାନୁଷ୍ଠାନ ନିଆଯାଇଛି । bbox=[4, 314, 324, 514]
sudoku-cell[interactable] bbox=[1196, 1780, 1228, 1812]
sudoku-cell: 7 bbox=[1359, 2065, 1379, 2085]
sudoku-cell: 5 bbox=[1399, 2145, 1419, 2165]
pachisha-list bbox=[4, 970, 322, 1086]
sadguru-photo-caption: ଜୟନ୍ତୀ ଉପଲକ୍ଷେ bbox=[623, 2209, 885, 2239]
sudoku-cell: 1 bbox=[1299, 2105, 1319, 2125]
sudoku-cell[interactable] bbox=[1292, 1812, 1324, 1844]
sudoku-cell: 4 bbox=[1459, 2045, 1479, 2065]
ei-bharatare-title: ଏଇ ଭାରତରେ... bbox=[32, 244, 236, 279]
sudoku-cell[interactable] bbox=[1388, 1812, 1420, 1844]
sudoku-cell: 4 bbox=[1299, 2065, 1319, 2085]
district-diary-header bbox=[1176, 4, 1495, 122]
sudoku-cell: 2 bbox=[1359, 2105, 1379, 2125]
paribesh-name: ମାନେକା ଗାନ୍ଧୀ bbox=[693, 617, 885, 651]
sudoku-cell: 8 bbox=[1339, 2165, 1359, 2185]
masthead bbox=[962, 4, 1150, 84]
star-emblem-icon bbox=[1094, 24, 1134, 64]
sudoku-logo: su|do|ku bbox=[1190, 1648, 1296, 1673]
sudoku-cell[interactable] bbox=[1356, 1876, 1388, 1908]
sudoku-prev-caption: ଗତକାଲି ପ୍ରକାଶିତ ପଜଲ୍‌ର ଉତ୍ତର bbox=[1309, 2280, 1467, 2293]
sudoku-cell[interactable]: 5 bbox=[1452, 1940, 1484, 1972]
rasta-byline: ତପସ୍ୱୀ ପାଣ୍ଡା, ଭୁବନେଶ୍ୱର bbox=[1264, 1394, 1407, 1408]
kshirare-headline: କ୍ଷୀରରେ ପୂଜ୍ୟ bbox=[543, 94, 951, 178]
sudoku-cell: 3 bbox=[1399, 2165, 1419, 2185]
contact-line4: କେବଳ ବିଜ୍ଞାପନ ପାଇଁ ବ୍ୟବହାର କରନ୍ତୁ : bbox=[1243, 1568, 1429, 1582]
pachisha-banner bbox=[4, 892, 322, 962]
sudoku-cell[interactable]: 2 bbox=[1388, 1972, 1420, 2004]
sudoku-cell[interactable]: 6 bbox=[1388, 1876, 1420, 1908]
sudoku-cell: 8 bbox=[1379, 2185, 1399, 2205]
kshamata-byline: -ନରେଶ ଚନ୍ଦ୍ର ପ୍ରଧାନ bbox=[1381, 773, 1491, 787]
divider bbox=[4, 1676, 1156, 1678]
sudoku-cell: 3 bbox=[1359, 2145, 1379, 2165]
sudoku-cell: 5 bbox=[1319, 2065, 1339, 2085]
sudoku-cell[interactable] bbox=[1228, 1716, 1260, 1748]
pachisha-year: ୧୯୮୭ bbox=[269, 928, 308, 949]
sudoku-cell[interactable] bbox=[1452, 1780, 1484, 1812]
contact-line1: ସମ୍ପାଦକ, ଧରିତ୍ରୀ, bbox=[1290, 1463, 1382, 1477]
chirantani-title: ଚିରନ୍ତନୀ bbox=[39, 9, 160, 47]
sudoku-cell: 7 bbox=[1379, 2145, 1399, 2165]
sudoku-cell[interactable] bbox=[1228, 1844, 1260, 1876]
divider bbox=[1163, 4, 1164, 2334]
sudoku-cell[interactable] bbox=[1452, 1908, 1484, 1940]
sudoku-cell[interactable] bbox=[1452, 1876, 1484, 1908]
